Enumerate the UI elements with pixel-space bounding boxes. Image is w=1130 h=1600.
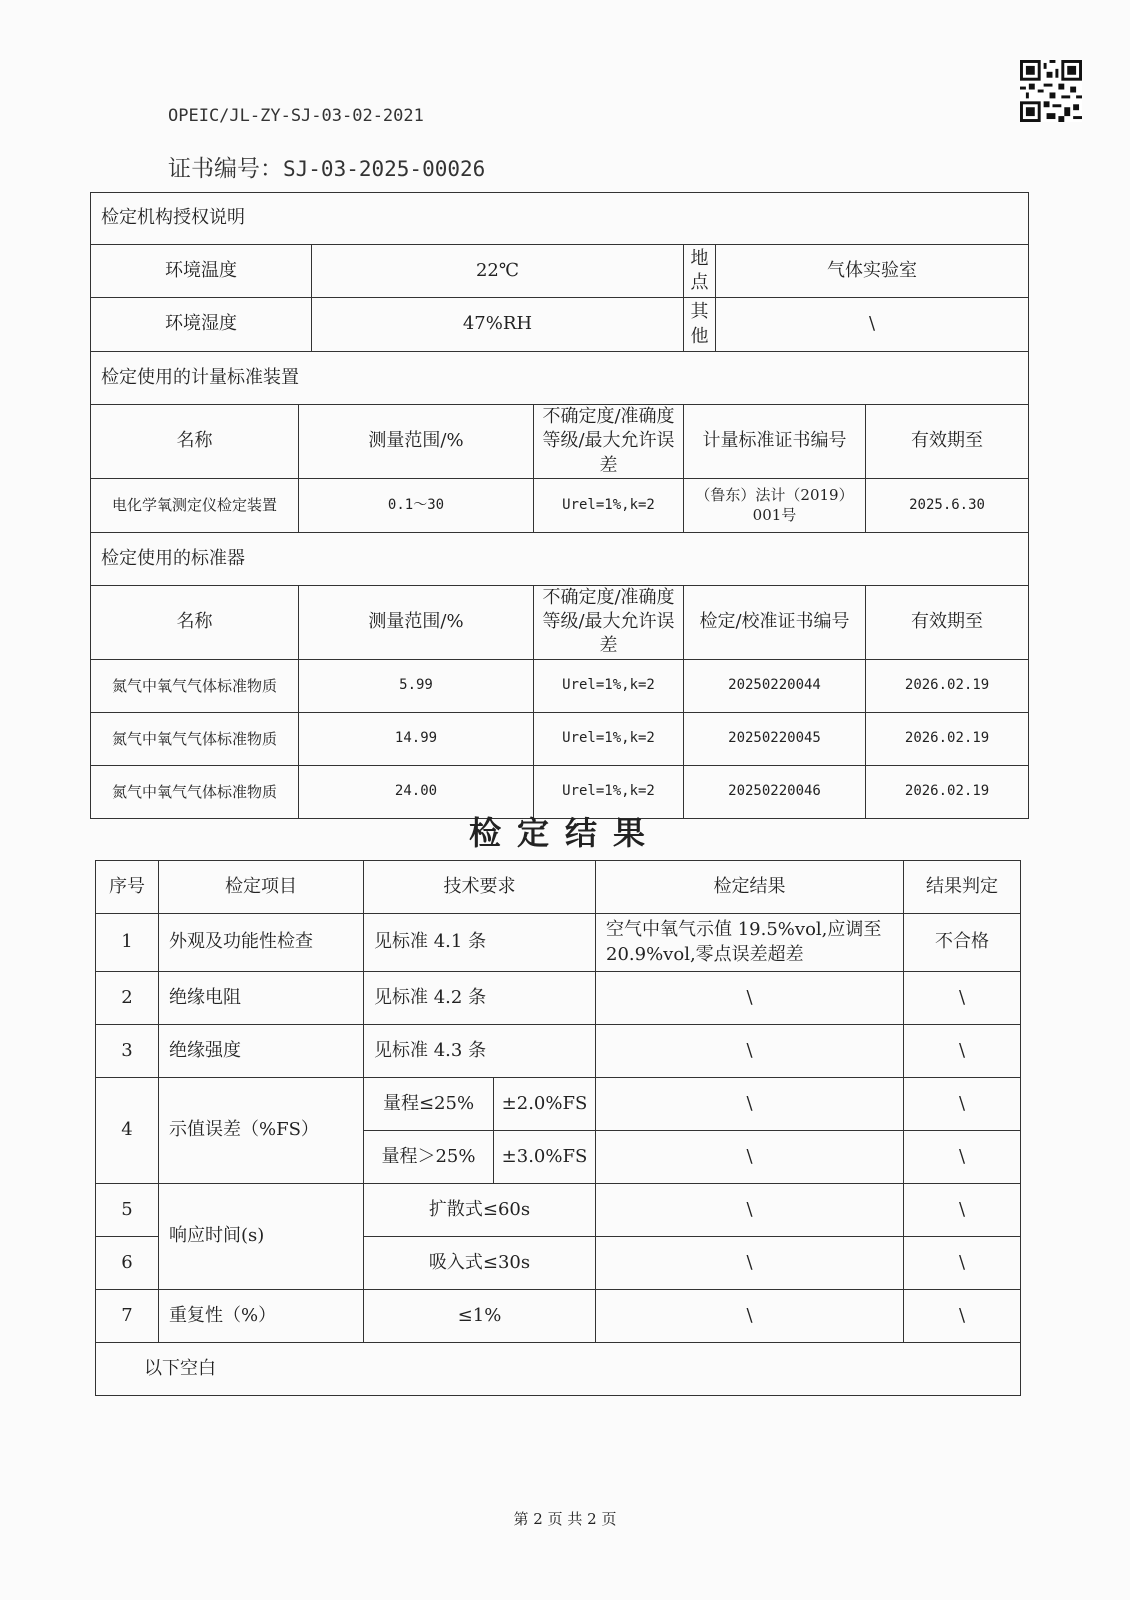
std-ref-header-cert: 检定/校准证书编号 <box>684 585 866 659</box>
place-value: 气体实验室 <box>716 245 1029 298</box>
row-number: 2 <box>96 972 159 1025</box>
row-number: 4 <box>96 1078 159 1184</box>
std-ref-cert: 20250220045 <box>684 712 866 765</box>
row-result: \ <box>596 1184 904 1237</box>
table-row <box>96 1184 1021 1237</box>
row-result: \ <box>596 1025 904 1078</box>
row-number: 1 <box>96 914 159 972</box>
row-requirement: 扩散式≤60s <box>364 1184 596 1237</box>
row-item: 示值误差（%FS） <box>159 1078 364 1184</box>
table-row <box>96 914 1021 972</box>
std-ref-header-name: 名称 <box>91 585 299 659</box>
certificate-number-label: 证书编号： <box>168 156 283 182</box>
table-row <box>96 972 1021 1025</box>
results-header-item: 检定项目 <box>159 861 364 914</box>
row-requirement: ≤1% <box>364 1290 596 1343</box>
std-ref-valid: 2026.02.19 <box>866 712 1029 765</box>
row-requirement: 见标准 4.2 条 <box>364 972 596 1025</box>
row-judgement: 不合格 <box>904 914 1021 972</box>
range-requirement: ±3.0%FS <box>494 1131 596 1184</box>
row-item: 响应时间(s) <box>159 1184 364 1290</box>
row-judgement: \ <box>904 972 1021 1025</box>
humidity-value: 47%RH <box>312 298 684 352</box>
row-requirement: 见标准 4.3 条 <box>364 1025 596 1078</box>
row-number: 6 <box>96 1237 159 1290</box>
results-header-no: 序号 <box>96 861 159 914</box>
row-result: 空气中氧气示值 19.5%vol,应调至 20.9%vol,零点误差超差 <box>596 914 904 972</box>
table-row <box>91 712 1029 765</box>
range-condition: 量程＞25% <box>364 1131 494 1184</box>
row-result: \ <box>596 1237 904 1290</box>
row-judgement: \ <box>904 1131 1021 1184</box>
table-row <box>96 1025 1021 1078</box>
std-device-header-valid: 有效期至 <box>866 405 1029 479</box>
row-item: 重复性（%） <box>159 1290 364 1343</box>
row-result: \ <box>596 1078 904 1131</box>
std-device-name: 电化学氧测定仪检定装置 <box>91 478 299 532</box>
std-device-header-range: 测量范围/% <box>299 405 534 479</box>
document-code: OPEIC/JL-ZY-SJ-03-02-2021 <box>168 106 424 126</box>
results-header-requirement: 技术要求 <box>364 861 596 914</box>
other-label: 其他 <box>684 298 716 352</box>
standard-device-title: 检定使用的计量标准装置 <box>91 352 1029 405</box>
row-judgement: \ <box>904 1025 1021 1078</box>
std-device-header-uncertainty: 不确定度/准确度等级/最大允许误差 <box>534 405 684 479</box>
results-header-result: 检定结果 <box>596 861 904 914</box>
temperature-label: 环境温度 <box>91 245 312 298</box>
std-ref-uncertainty: Urel=1%,k=2 <box>534 765 684 818</box>
row-judgement: \ <box>904 1078 1021 1131</box>
std-device-cert: （鲁东）法计（2019）001号 <box>684 478 866 532</box>
row-result: \ <box>596 972 904 1025</box>
std-device-uncertainty: Urel=1%,k=2 <box>534 478 684 532</box>
std-ref-header-uncertainty: 不确定度/准确度等级/最大允许误差 <box>534 585 684 659</box>
std-ref-header-valid: 有效期至 <box>866 585 1029 659</box>
row-requirement: 吸入式≤30s <box>364 1237 596 1290</box>
results-header-judgement: 结果判定 <box>904 861 1021 914</box>
row-number: 7 <box>96 1290 159 1343</box>
results-title: 检定结果 <box>468 814 661 852</box>
certificate-number-line <box>168 150 485 183</box>
row-number: 3 <box>96 1025 159 1078</box>
range-condition: 量程≤25% <box>364 1078 494 1131</box>
std-ref-name: 氮气中氧气气体标准物质 <box>91 765 299 818</box>
std-device-range: 0.1～30 <box>299 478 534 532</box>
row-item: 绝缘电阻 <box>159 972 364 1025</box>
std-ref-uncertainty: Urel=1%,k=2 <box>534 712 684 765</box>
row-result: \ <box>596 1131 904 1184</box>
row-judgement: \ <box>904 1290 1021 1343</box>
std-device-header-cert: 计量标准证书编号 <box>684 405 866 479</box>
std-ref-name: 氮气中氧气气体标准物质 <box>91 712 299 765</box>
std-ref-range: 5.99 <box>299 659 534 712</box>
table-row <box>91 659 1029 712</box>
row-item: 外观及功能性检查 <box>159 914 364 972</box>
blank-below-note: 以下空白 <box>96 1343 1021 1396</box>
std-ref-name: 氮气中氧气气体标准物质 <box>91 659 299 712</box>
row-result: \ <box>596 1290 904 1343</box>
std-ref-uncertainty: Urel=1%,k=2 <box>534 659 684 712</box>
page-number: 第 2 页 共 2 页 <box>513 1510 617 1528</box>
results-table <box>95 860 1021 1396</box>
std-ref-cert: 20250220046 <box>684 765 866 818</box>
range-requirement: ±2.0%FS <box>494 1078 596 1131</box>
std-ref-valid: 2026.02.19 <box>866 659 1029 712</box>
authorization-title: 检定机构授权说明 <box>91 193 1029 245</box>
table-row <box>96 1078 1021 1131</box>
certificate-number: SJ-03-2025-00026 <box>283 157 486 181</box>
temperature-value: 22℃ <box>312 245 684 298</box>
other-value: \ <box>716 298 1029 352</box>
std-ref-cert: 20250220044 <box>684 659 866 712</box>
standard-reference-title: 检定使用的标准器 <box>91 532 1029 585</box>
std-device-header-name: 名称 <box>91 405 299 479</box>
row-judgement: \ <box>904 1184 1021 1237</box>
qr-code-icon <box>1020 60 1082 122</box>
calibration-conditions-table <box>90 192 1029 819</box>
humidity-label: 环境湿度 <box>91 298 312 352</box>
place-label: 地点 <box>684 245 716 298</box>
row-judgement: \ <box>904 1237 1021 1290</box>
std-ref-range: 24.00 <box>299 765 534 818</box>
std-ref-header-range: 测量范围/% <box>299 585 534 659</box>
std-ref-range: 14.99 <box>299 712 534 765</box>
std-device-valid: 2025.6.30 <box>866 478 1029 532</box>
row-requirement: 见标准 4.1 条 <box>364 914 596 972</box>
std-ref-valid: 2026.02.19 <box>866 765 1029 818</box>
row-item: 绝缘强度 <box>159 1025 364 1078</box>
row-number: 5 <box>96 1184 159 1237</box>
table-row <box>96 1290 1021 1343</box>
